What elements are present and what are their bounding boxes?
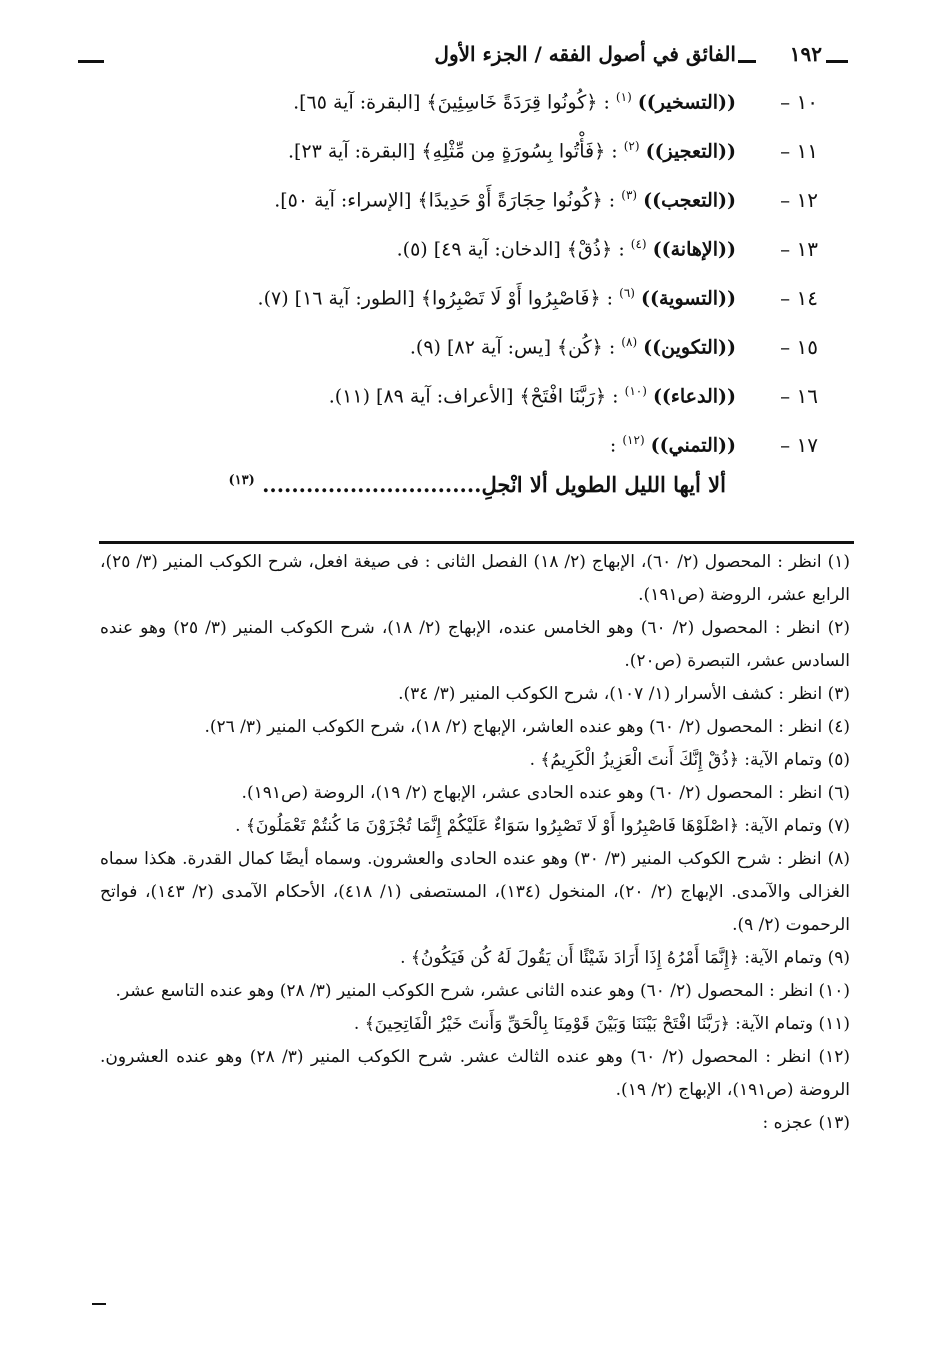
footnote-ref: (١) (615, 90, 632, 104)
item-term: ((التسوية)) (641, 287, 736, 310)
item-number: ١٠ – (780, 90, 818, 114)
footnote: (٦) انظر : المحصول (٢/ ٦٠) وهو عنده الحادى عشر، الإبهاج (٢/ ١٩)، الروضة (ص١٩١). (241, 783, 850, 803)
item-text: : (609, 434, 617, 457)
footnote: (١) انظر : المحصول (٢/ ٦٠)، الإبهاج (٢/ ١٨) الفصل الثانى : فى صيغة افعل، شرح الكوكب المنير (٣/ ٢٥)، الرابع عشر، الروضة (ص١٩١). (100, 552, 850, 605)
list-item (116, 184, 816, 233)
item-text: : ﴿كُونُوا حِجَارَةً أَوْ حَدِيدًا﴾ [الإسراء: آية ٥٠]. (274, 189, 616, 212)
list-item (116, 331, 816, 380)
item-number: ١٧ – (780, 433, 818, 457)
item-term: ((التسخير)) (637, 91, 736, 114)
poem-verse (229, 472, 726, 497)
item-number: ١٢ – (780, 188, 818, 212)
item-number: ١٥ – (780, 335, 818, 359)
item-text: : ﴿فَاصْبِرُوا أَوْ لَا تَصْبِرُوا﴾ [الطور: آية ١٦] (٧). (257, 287, 614, 310)
list-item (116, 380, 816, 429)
item-body (258, 286, 736, 309)
footnote: (٨) انظر : شرح الكوكب المنير (٣/ ٣٠) وهو عنده الحادى والعشرون. وسماه أيضًا كمال القدرة. هكذا سماه الغزالى والآمدى. الإبهاج (٢/ ٢٠)، المنخول (١٣٤)، المستصفى (١/ ٤١٨)، الأحكام الآمدى (٢/ ١٤٣)، فواتح الرحموت (٢/ ٩). (100, 849, 850, 935)
page-end-mark (92, 1303, 106, 1305)
list-item (116, 429, 816, 478)
footnote: (٩) وتمام الآية: ﴿إِنَّمَا أَمْرُهُ إِذَا أَرَادَ شَيْئًا أَن يَقُولَ لَهُ كُن فَيَكُونُ﴾ . (400, 948, 850, 968)
list-item (116, 135, 816, 184)
item-term: ((الإهانة)) (652, 238, 736, 261)
item-term: ((التمني)) (650, 434, 736, 457)
numbered-list (116, 86, 816, 478)
item-text: : ﴿رَبَّنَا افْتَحْ﴾ [الأعراف: آية ٨٩] (١١). (328, 385, 619, 408)
footnote: (٥) وتمام الآية: ﴿ذُقْ إِنَّكَ أَنتَ الْعَزِيزُ الْكَرِيمُ﴾ . (529, 750, 850, 770)
footnote: (٢) انظر : المحصول (٢/ ٦٠) وهو الخامس عنده، الإبهاج (٢/ ١٨)، شرح الكوكب المنير (٣/ ٢٥) وهو عنده السادس عشر، التبصرة (ص٢٠). (100, 618, 850, 671)
footnote-ref: (٨) (621, 335, 638, 349)
item-term: ((الدعاء)) (652, 385, 736, 408)
item-text: : ﴿فَأْتُوا بِسُورَةٍ مِن مِّثْلِهِ﴾ [البقرة: آية ٢٣]. (287, 140, 618, 163)
item-number: ١٣ – (780, 237, 818, 261)
book-title: الفائق في أصول الفقه / الجزء الأول (434, 42, 736, 66)
footnote: (٧) وتمام الآية: ﴿اصْلَوْهَا فَاصْبِرُوا أَوْ لَا تَصْبِرُوا سَوَاءٌ عَلَيْكُمْ إِنَّمَا تُجْزَوْنَ مَا كُنتُمْ تَعْمَلُونَ﴾ . (235, 816, 850, 836)
item-term: ((التكوين)) (643, 336, 736, 359)
page-number: ١٩٢ (789, 42, 822, 66)
footnote-ref: (٦) (619, 286, 635, 300)
item-text: : ﴿كُن﴾ [يس: آية ٨٢] (٩). (409, 336, 616, 359)
footnote: (١١) وتمام الآية: ﴿رَبَّنَا افْتَحْ بَيْنَنَا وَبَيْنَ قَوْمِنَا بِالْحَقِّ وَأَنتَ خَيْرُ الْفَاتِحِينَ﴾ . (353, 1014, 850, 1034)
footnote-ref: (٢) (623, 139, 640, 153)
footnote-ref: (١٢) (622, 433, 645, 447)
footnotes (100, 546, 850, 1140)
header-rule (738, 60, 756, 63)
item-body (274, 188, 736, 211)
item-text: : ﴿كُونُوا قِرَدَةً خَاسِئِينَ﴾ [البقرة: آية ٦٥]. (293, 91, 610, 114)
item-number: ١٦ – (780, 384, 818, 408)
footnote: (٤) انظر : المحصول (٢/ ٦٠) وهو عنده العاشر، الإبهاج (٢/ ١٨)، شرح الكوكب المنير (٣/ ٢٦). (204, 717, 850, 737)
item-term: ((التعجب)) (643, 189, 736, 212)
list-item (116, 233, 816, 282)
footnote-ref: (٣) (621, 188, 638, 202)
list-item (116, 282, 816, 331)
header-rule (78, 60, 104, 63)
item-body (610, 433, 736, 456)
footnote: (١٠) انظر : المحصول (٢/ ٦٠) وهو عنده الثانى عشر، شرح الكوكب المنير (٣/ ٢٨) وهو عنده التاسع عشر. (115, 981, 850, 1001)
list-item (116, 86, 816, 135)
footnote-separator (99, 541, 854, 544)
footnote-ref: (١٣) (228, 473, 255, 488)
item-body (397, 237, 736, 260)
item-term: ((التعجيز)) (645, 140, 736, 163)
item-body (329, 384, 736, 407)
footnote: (١٣) عجزه : (762, 1113, 850, 1133)
item-body (293, 90, 736, 113)
footnote-ref: (٤) (630, 237, 647, 251)
item-body (410, 335, 736, 358)
footnote: (٣) انظر : كشف الأسرار (١/ ١٠٧)، شرح الكوكب المنير (٣/ ٣٤). (398, 684, 850, 704)
verse-text: ألا أيها الليل الطويل ألا انْجلِ.............................. (262, 472, 726, 497)
item-body (288, 139, 736, 162)
footnote-ref: (١٠) (624, 384, 647, 398)
item-number: ١٤ – (780, 286, 818, 310)
running-header (78, 40, 848, 80)
footnote: (١٢) انظر : المحصول (٢/ ٦٠) وهو عنده الثالث عشر. شرح الكوكب المنير (٣/ ٢٨) وهو عنده العشرون. الروضة (ص١٩١)، الإبهاج (٢/ ١٩). (100, 1047, 851, 1100)
header-rule (826, 60, 848, 63)
item-number: ١١ – (780, 139, 818, 163)
item-text: : ﴿ذُقْ﴾ [الدخان: آية ٤٩] (٥). (396, 238, 625, 261)
